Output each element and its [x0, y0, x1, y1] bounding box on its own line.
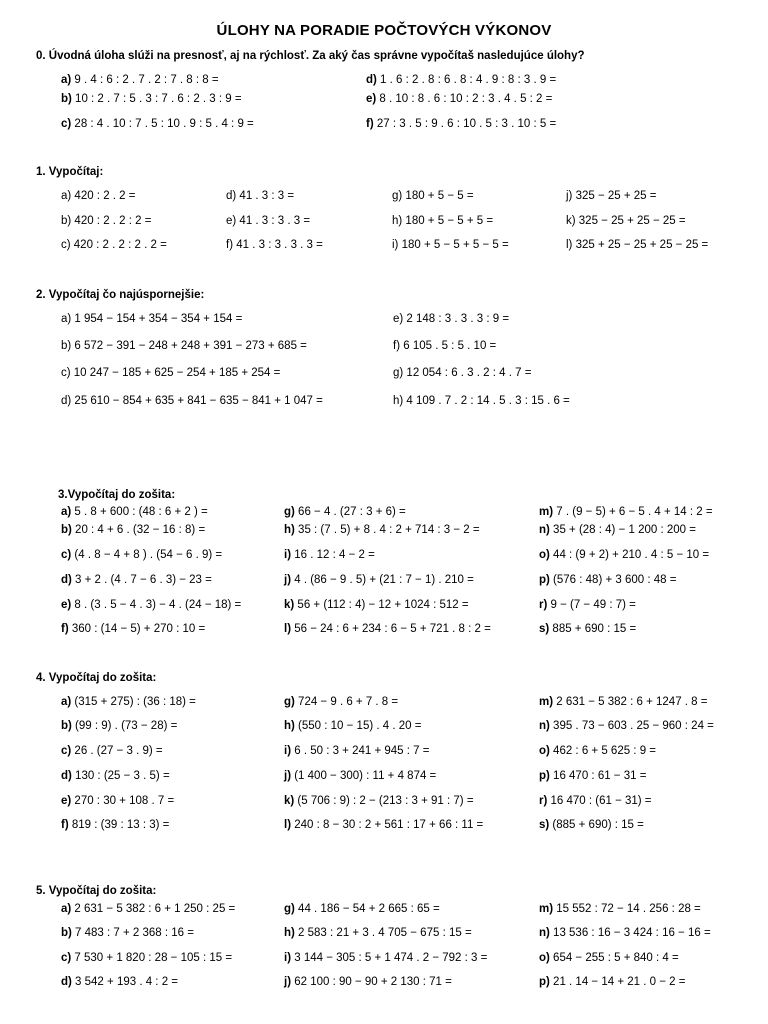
- task3-exercise: [539, 506, 713, 518]
- task1-exercise: [226, 190, 294, 202]
- exercise-label: k): [284, 795, 295, 807]
- exercise-expression: 3 542 + 193 . 4 : 2 =: [71, 976, 178, 988]
- task4-exercise: [284, 819, 483, 831]
- task3-exercise: [284, 549, 375, 561]
- exercise-expression: 654 − 255 : 5 + 840 : 4 =: [549, 952, 679, 964]
- task0-exercise: [366, 74, 556, 86]
- task3-exercise: [284, 623, 491, 635]
- task1-exercise: [226, 239, 323, 251]
- task3-exercise: [284, 574, 474, 586]
- task3-exercise: [61, 549, 222, 561]
- exercise-expression: 2 583 : 21 + 3 . 4 705 − 675 : 15 =: [294, 927, 472, 939]
- exercise-expression: 1 954 − 154 + 354 − 354 + 154 =: [71, 313, 243, 325]
- task3-exercise: [61, 574, 212, 586]
- exercise-label: h): [392, 215, 403, 227]
- exercise-label: h): [284, 720, 295, 732]
- task3-exercise: [61, 623, 205, 635]
- exercise-label: n): [539, 524, 550, 536]
- task4-exercise: [539, 819, 644, 831]
- exercise-expression: (576 : 48) + 3 600 : 48 =: [549, 574, 677, 586]
- exercise-label: e): [61, 795, 72, 807]
- task0-exercise: [61, 74, 219, 86]
- task5-exercise: [539, 927, 711, 939]
- exercise-expression: 325 − 25 + 25 =: [572, 190, 657, 202]
- exercise-label: a): [61, 190, 72, 202]
- exercise-expression: 9 − (7 − 49 : 7) =: [547, 599, 636, 611]
- task4-exercise: [61, 770, 170, 782]
- exercise-label: m): [539, 696, 554, 708]
- exercise-label: a): [61, 313, 72, 325]
- exercise-label: m): [539, 903, 554, 915]
- exercise-label: h): [284, 927, 295, 939]
- exercise-label: g): [284, 506, 295, 518]
- task3-exercise: [284, 524, 480, 536]
- exercise-expression: 66 − 4 . (27 : 3 + 6) =: [294, 506, 406, 518]
- exercise-label: i): [392, 239, 399, 251]
- task5-heading: 5. Vypočítaj do zošita:: [36, 885, 157, 897]
- exercise-expression: 1 . 6 : 2 . 8 : 6 . 8 : 4 . 9 : 8 : 3 . 9 =: [376, 74, 557, 86]
- exercise-expression: (5 706 : 9) : 2 − (213 : 3 + 91 : 7) =: [294, 795, 474, 807]
- exercise-expression: 9 . 4 : 6 : 2 . 7 . 2 : 7 . 8 : 8 =: [71, 74, 219, 86]
- task5-exercise: [284, 976, 452, 988]
- exercise-expression: 7 . (9 − 5) + 6 − 5 . 4 + 14 : 2 =: [553, 506, 713, 518]
- exercise-expression: 462 : 6 + 5 625 : 9 =: [549, 745, 656, 757]
- task4-exercise: [61, 819, 169, 831]
- task3-exercise: [539, 549, 709, 561]
- exercise-expression: 2 148 : 3 . 3 . 3 : 9 =: [403, 313, 510, 325]
- exercise-expression: (99 : 9) . (73 − 28) =: [71, 720, 178, 732]
- task0-exercise: [366, 93, 552, 105]
- task2-exercise: [393, 367, 531, 379]
- exercise-label: a): [61, 506, 72, 518]
- exercise-label: b): [61, 720, 72, 732]
- task4-exercise: [284, 795, 474, 807]
- task1-exercise: [392, 190, 474, 202]
- exercise-expression: 12 054 : 6 . 3 . 2 : 4 . 7 =: [403, 367, 532, 379]
- task4-exercise: [539, 696, 707, 708]
- exercise-expression: 8 . 10 : 8 . 6 : 10 : 2 : 3 . 4 . 5 : 2 =: [376, 93, 553, 105]
- task2-exercise: [61, 313, 242, 325]
- exercise-label: d): [61, 395, 72, 407]
- exercise-label: e): [366, 93, 377, 105]
- task3-exercise: [61, 506, 208, 518]
- exercise-expression: 10 247 − 185 + 625 − 254 + 185 + 254 =: [70, 367, 281, 379]
- exercise-label: f): [366, 118, 374, 130]
- exercise-expression: (885 + 690) : 15 =: [549, 819, 644, 831]
- exercise-expression: 885 + 690 : 15 =: [549, 623, 637, 635]
- task5-exercise: [61, 927, 194, 939]
- exercise-label: f): [61, 819, 69, 831]
- exercise-label: s): [539, 623, 550, 635]
- exercise-label: n): [539, 927, 550, 939]
- task3-exercise: [539, 524, 696, 536]
- exercise-label: j): [284, 976, 292, 988]
- exercise-label: g): [393, 367, 404, 379]
- exercise-label: l): [566, 239, 573, 251]
- task2-heading: 2. Vypočítaj čo najúspornejšie:: [36, 289, 205, 301]
- exercise-expression: 5 . 8 + 600 : (48 : 6 + 2 ) =: [71, 506, 208, 518]
- task1-exercise: [392, 215, 493, 227]
- task4-exercise: [61, 745, 163, 757]
- exercise-label: l): [284, 623, 292, 635]
- task4-exercise: [61, 720, 177, 732]
- exercise-label: d): [226, 190, 237, 202]
- exercise-expression: 724 − 9 . 6 + 7 . 8 =: [294, 696, 399, 708]
- exercise-expression: 395 . 73 − 603 . 25 − 960 : 24 =: [549, 720, 714, 732]
- exercise-expression: 7 530 + 1 820 : 28 − 105 : 15 =: [71, 952, 233, 964]
- task4-exercise: [284, 745, 429, 757]
- exercise-label: f): [226, 239, 234, 251]
- exercise-expression: 4 . (86 − 9 . 5) + (21 : 7 − 1) . 210 =: [291, 574, 474, 586]
- exercise-label: l): [284, 819, 292, 831]
- exercise-expression: 13 536 : 16 − 3 424 : 16 − 16 =: [549, 927, 711, 939]
- exercise-label: a): [61, 74, 72, 86]
- exercise-label: b): [61, 340, 72, 352]
- exercise-label: b): [61, 927, 72, 939]
- exercise-expression: 6 572 − 391 − 248 + 248 + 391 − 273 + 685 =: [71, 340, 307, 352]
- task2-exercise: [61, 367, 280, 379]
- exercise-expression: 420 : 2 . 2 =: [71, 190, 136, 202]
- task5-exercise: [284, 903, 440, 915]
- exercise-expression: 56 − 24 : 6 + 234 : 6 − 5 + 721 . 8 : 2 =: [291, 623, 491, 635]
- exercise-label: b): [61, 93, 72, 105]
- task2-exercise: [393, 313, 509, 325]
- exercise-label: i): [284, 549, 292, 561]
- exercise-expression: 8 . (3 . 5 − 4 . 3) − 4 . (24 − 18) =: [71, 599, 242, 611]
- task2-exercise: [393, 340, 496, 352]
- exercise-expression: 819 : (39 : 13 : 3) =: [68, 819, 170, 831]
- exercise-label: b): [61, 215, 72, 227]
- exercise-label: g): [392, 190, 403, 202]
- exercise-expression: 3 144 − 305 : 5 + 1 474 . 2 − 792 : 3 =: [291, 952, 488, 964]
- task1-exercise: [61, 190, 136, 202]
- exercise-label: c): [61, 367, 71, 379]
- task5-exercise: [61, 976, 178, 988]
- exercise-expression: 41 . 3 : 3 . 3 =: [236, 215, 311, 227]
- exercise-label: d): [61, 574, 72, 586]
- exercise-label: o): [539, 549, 550, 561]
- exercise-expression: 41 . 3 : 3 =: [236, 190, 295, 202]
- exercise-label: j): [284, 574, 292, 586]
- exercise-label: m): [539, 506, 554, 518]
- exercise-expression: 35 + (28 : 4) − 1 200 : 200 =: [549, 524, 696, 536]
- exercise-expression: 6 . 50 : 3 + 241 + 945 : 7 =: [291, 745, 430, 757]
- exercise-expression: (1 400 − 300) : 11 + 4 874 =: [291, 770, 437, 782]
- exercise-label: j): [566, 190, 573, 202]
- exercise-label: p): [539, 574, 550, 586]
- exercise-label: h): [393, 395, 404, 407]
- task1-exercise: [226, 215, 310, 227]
- exercise-expression: 180 + 5 − 5 =: [402, 190, 474, 202]
- task4-exercise: [539, 770, 646, 782]
- exercise-expression: 360 : (14 − 5) + 270 : 10 =: [68, 623, 206, 635]
- task5-exercise: [539, 903, 701, 915]
- exercise-label: j): [284, 770, 292, 782]
- task1-exercise: [566, 190, 656, 202]
- exercise-expression: 16 . 12 : 4 − 2 =: [291, 549, 375, 561]
- exercise-label: r): [539, 599, 548, 611]
- exercise-label: s): [539, 819, 550, 831]
- exercise-expression: 180 + 5 − 5 + 5 =: [402, 215, 494, 227]
- exercise-expression: 270 : 30 + 108 . 7 =: [71, 795, 175, 807]
- task1-exercise: [61, 215, 151, 227]
- task4-exercise: [539, 795, 652, 807]
- task3-exercise: [539, 574, 676, 586]
- exercise-label: o): [539, 745, 550, 757]
- exercise-label: b): [61, 524, 72, 536]
- task2-exercise: [61, 340, 307, 352]
- exercise-label: o): [539, 952, 550, 964]
- exercise-expression: 15 552 : 72 − 14 . 256 : 28 =: [553, 903, 701, 915]
- task3-heading: 3.Vypočítaj do zošita:: [58, 489, 176, 501]
- exercise-expression: 20 : 4 + 6 . (32 − 16 : 8) =: [71, 524, 206, 536]
- exercise-label: a): [61, 696, 72, 708]
- exercise-label: f): [393, 340, 401, 352]
- task4-exercise: [284, 696, 398, 708]
- task5-exercise: [61, 952, 232, 964]
- task1-heading: 1. Vypočítaj:: [36, 166, 104, 178]
- exercise-expression: (315 + 275) : (36 : 18) =: [71, 696, 196, 708]
- task1-exercise: [566, 239, 708, 251]
- task3-exercise: [61, 524, 205, 536]
- exercise-label: d): [366, 74, 377, 86]
- task0-heading: 0. Úvodná úloha slúži na presnosť, aj na rýchlosť. Za aký čas správne vypočítaš nasledujúce úlohy?: [36, 50, 585, 62]
- exercise-expression: 325 − 25 + 25 − 25 =: [575, 215, 686, 227]
- task0-exercise: [61, 118, 254, 130]
- exercise-expression: (550 : 10 − 15) . 4 . 20 =: [294, 720, 422, 732]
- exercise-expression: 16 470 : (61 − 31) =: [547, 795, 652, 807]
- exercise-expression: 420 : 2 . 2 : 2 =: [71, 215, 152, 227]
- exercise-label: g): [284, 903, 295, 915]
- exercise-expression: 16 470 : 61 − 31 =: [549, 770, 647, 782]
- task1-exercise: [566, 215, 686, 227]
- exercise-label: h): [284, 524, 295, 536]
- exercise-expression: 180 + 5 − 5 + 5 − 5 =: [398, 239, 509, 251]
- exercise-label: c): [61, 549, 72, 561]
- task0-exercise: [61, 93, 242, 105]
- exercise-label: k): [284, 599, 295, 611]
- task3-exercise: [539, 623, 636, 635]
- task2-exercise: [61, 395, 323, 407]
- exercise-label: c): [61, 239, 71, 251]
- exercise-expression: 27 : 3 . 5 : 9 . 6 : 10 . 5 : 3 . 10 : 5 =: [373, 118, 557, 130]
- task4-exercise: [61, 795, 174, 807]
- exercise-label: c): [61, 952, 72, 964]
- exercise-label: c): [61, 118, 72, 130]
- exercise-expression: 10 : 2 . 7 : 5 . 3 : 7 . 6 : 2 . 3 : 9 =: [71, 93, 242, 105]
- exercise-label: e): [61, 599, 72, 611]
- exercise-expression: 26 . (27 − 3 . 9) =: [71, 745, 163, 757]
- task5-exercise: [539, 952, 679, 964]
- exercise-label: p): [539, 770, 550, 782]
- task5-exercise: [284, 952, 487, 964]
- exercise-label: a): [61, 903, 72, 915]
- exercise-expression: 21 . 14 − 14 + 21 . 0 − 2 =: [549, 976, 686, 988]
- task5-exercise: [61, 903, 235, 915]
- exercise-expression: (4 . 8 − 4 + 8 ) . (54 − 6 . 9) =: [71, 549, 223, 561]
- exercise-expression: 25 610 − 854 + 635 + 841 − 635 − 841 + 1 047 =: [71, 395, 323, 407]
- exercise-expression: 4 109 . 7 . 2 : 14 . 5 . 3 : 15 . 6 =: [403, 395, 570, 407]
- task4-exercise: [539, 745, 656, 757]
- exercise-label: e): [393, 313, 404, 325]
- exercise-label: d): [61, 770, 72, 782]
- task3-exercise: [539, 599, 636, 611]
- exercise-label: r): [539, 795, 548, 807]
- exercise-expression: 44 . 186 − 54 + 2 665 : 65 =: [294, 903, 440, 915]
- exercise-expression: 6 105 . 5 : 5 . 10 =: [400, 340, 497, 352]
- exercise-expression: 2 631 − 5 382 : 6 + 1 250 : 25 =: [71, 903, 236, 915]
- task4-heading: 4. Vypočítaj do zošita:: [36, 672, 157, 684]
- exercise-expression: 44 : (9 + 2) + 210 . 4 : 5 − 10 =: [549, 549, 710, 561]
- exercise-expression: 325 + 25 − 25 + 25 − 25 =: [572, 239, 709, 251]
- task4-exercise: [284, 770, 436, 782]
- task3-exercise: [284, 506, 406, 518]
- task3-exercise: [284, 599, 469, 611]
- exercise-label: i): [284, 952, 292, 964]
- exercise-expression: 240 : 8 − 30 : 2 + 561 : 17 + 66 : 11 =: [291, 819, 484, 831]
- task0-exercise: [366, 118, 556, 130]
- task4-exercise: [539, 720, 714, 732]
- task4-exercise: [284, 720, 421, 732]
- exercise-expression: 130 : (25 − 3 . 5) =: [71, 770, 170, 782]
- exercise-label: k): [566, 215, 576, 227]
- exercise-label: g): [284, 696, 295, 708]
- exercise-expression: 7 483 : 7 + 2 368 : 16 =: [71, 927, 194, 939]
- exercise-expression: 3 + 2 . (4 . 7 − 6 . 3) − 23 =: [71, 574, 212, 586]
- exercise-expression: 420 : 2 . 2 : 2 . 2 =: [70, 239, 167, 251]
- task2-exercise: [393, 395, 570, 407]
- task1-exercise: [61, 239, 167, 251]
- exercise-label: p): [539, 976, 550, 988]
- exercise-expression: 35 : (7 . 5) + 8 . 4 : 2 + 714 : 3 − 2 =: [294, 524, 480, 536]
- task4-exercise: [61, 696, 196, 708]
- exercise-expression: 62 100 : 90 − 90 + 2 130 : 71 =: [291, 976, 452, 988]
- exercise-expression: 28 : 4 . 10 : 7 . 5 : 10 . 9 : 5 . 4 : 9 =: [71, 118, 254, 130]
- task5-exercise: [539, 976, 685, 988]
- exercise-label: d): [61, 976, 72, 988]
- page-title: ÚLOHY NA PORADIE POČTOVÝCH VÝKONOV: [216, 22, 552, 39]
- exercise-expression: 56 + (112 : 4) − 12 + 1024 : 512 =: [294, 599, 469, 611]
- task3-exercise: [61, 599, 241, 611]
- exercise-label: c): [61, 745, 72, 757]
- task1-exercise: [392, 239, 509, 251]
- exercise-label: i): [284, 745, 292, 757]
- exercise-expression: 2 631 − 5 382 : 6 + 1247 . 8 =: [553, 696, 708, 708]
- exercise-label: f): [61, 623, 69, 635]
- exercise-label: e): [226, 215, 237, 227]
- task5-exercise: [284, 927, 472, 939]
- exercise-label: n): [539, 720, 550, 732]
- exercise-expression: 41 . 3 : 3 . 3 . 3 =: [233, 239, 323, 251]
